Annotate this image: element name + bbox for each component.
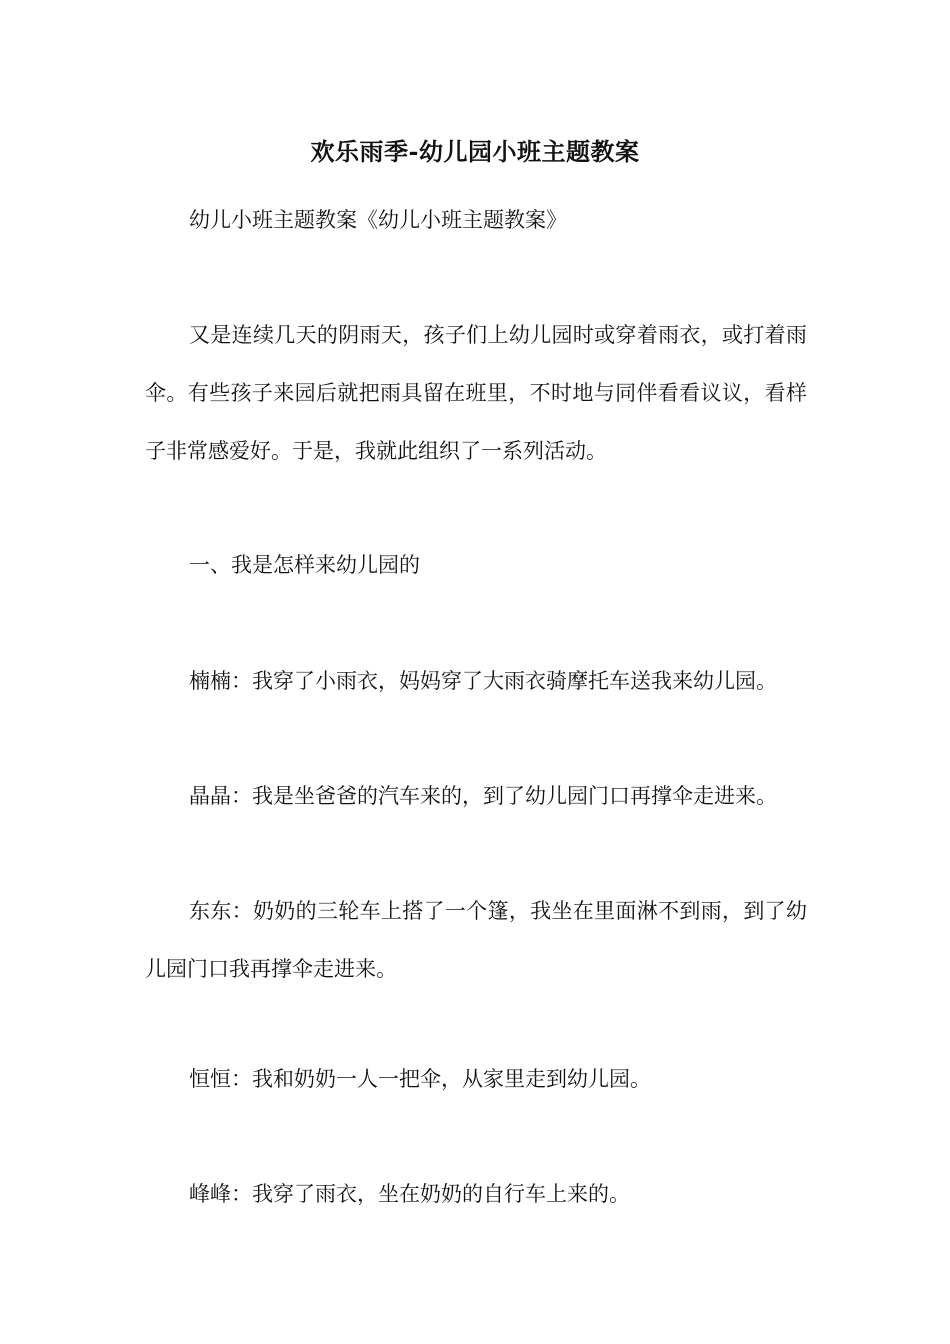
dialogue-paragraph-fengfeng: 峰峰：我穿了雨衣，坐在奶奶的自行车上来的。 <box>189 1182 630 1206</box>
dialogue-paragraph-dongdong: 东东：奶奶的三轮车上搭了一个篷，我坐在里面淋不到雨，到了幼儿园门口我再撑伞走进来。 <box>145 899 807 981</box>
intro-paragraph: 又是连续几天的阴雨天，孩子们上幼儿园时或穿着雨衣，或打着雨伞。有些孩子来园后就把雨具留在班里，不时地与同伴看看议议，看样子非常感爱好。于是，我就此组织了一系列活动。 <box>145 323 807 463</box>
dialogue-paragraph-hengheng: 恒恒：我和奶奶一人一把伞，从家里走到幼儿园。 <box>189 1067 651 1091</box>
dialogue-paragraph-jingjing: 晶晶：我是坐爸爸的汽车来的，到了幼儿园门口再撑伞走进来。 <box>189 784 777 808</box>
document-title: 欢乐雨季-幼儿园小班主题教案 <box>310 137 640 166</box>
section-heading: 一、我是怎样来幼儿园的 <box>189 553 420 577</box>
document-subtitle: 幼儿小班主题教案《幼儿小班主题教案》 <box>189 208 567 232</box>
dialogue-paragraph-nannan: 楠楠：我穿了小雨衣，妈妈穿了大雨衣骑摩托车送我来幼儿园。 <box>189 669 777 693</box>
